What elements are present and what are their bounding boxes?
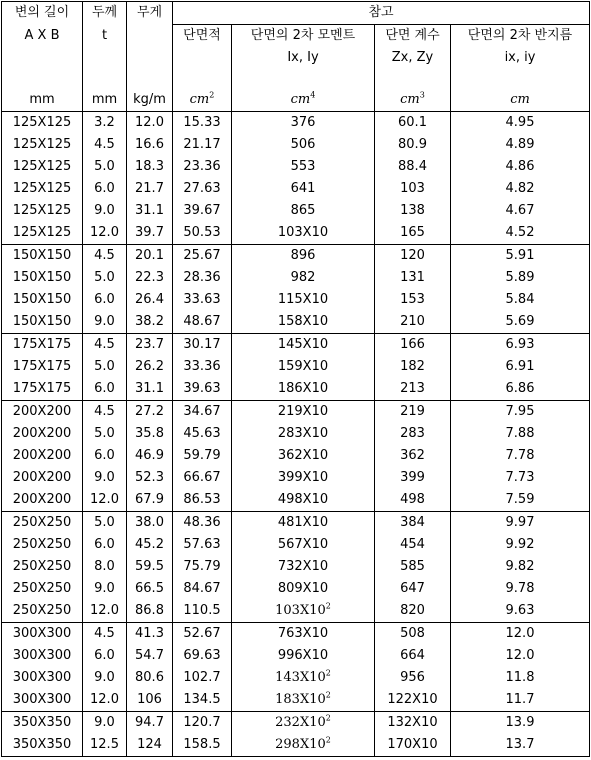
cell-size: 150X150 xyxy=(2,289,83,311)
header-thickness: 두께 xyxy=(83,2,127,25)
cell-weight: 31.1 xyxy=(127,378,173,401)
cell-area: 52.67 xyxy=(173,623,232,646)
cell-modulus: 399 xyxy=(375,467,451,489)
cell-modulus: 956 xyxy=(375,667,451,689)
cell-radius: 7.78 xyxy=(451,445,590,467)
cell-thickness: 12.5 xyxy=(83,734,127,757)
cell-thickness: 9.0 xyxy=(83,467,127,489)
header-modulus: 단면 계수 xyxy=(375,25,451,48)
cell-thickness: 4.5 xyxy=(83,134,127,156)
unit-weight: kg/m xyxy=(127,89,173,112)
cell-size: 300X300 xyxy=(2,623,83,646)
cell-thickness: 8.0 xyxy=(83,556,127,578)
header-thickness-sub: t xyxy=(83,25,127,48)
cell-modulus: 170X10 xyxy=(375,734,451,757)
cell-size: 150X150 xyxy=(2,311,83,334)
cell-modulus: 213 xyxy=(375,378,451,401)
cell-radius: 7.59 xyxy=(451,489,590,512)
table-row xyxy=(2,556,590,578)
cell-area: 66.67 xyxy=(173,467,232,489)
cell-thickness: 9.0 xyxy=(83,200,127,222)
cell-size: 175X175 xyxy=(2,334,83,357)
cell-size: 200X200 xyxy=(2,467,83,489)
cell-moment: 506 xyxy=(232,134,375,156)
header-reference: 참고 xyxy=(173,2,590,25)
table-row xyxy=(2,112,590,135)
header-radius-sub: ix, iy xyxy=(451,47,590,69)
cell-thickness: 5.0 xyxy=(83,267,127,289)
steel-section-table xyxy=(1,1,590,757)
cell-radius: 4.95 xyxy=(451,112,590,135)
cell-area: 57.63 xyxy=(173,534,232,556)
cell-area: 134.5 xyxy=(173,689,232,712)
cell-radius: 6.91 xyxy=(451,356,590,378)
cell-radius: 4.52 xyxy=(451,222,590,245)
cell-size: 200X200 xyxy=(2,445,83,467)
cell-modulus: 585 xyxy=(375,556,451,578)
cell-radius: 5.84 xyxy=(451,289,590,311)
cell-modulus: 122X10 xyxy=(375,689,451,712)
cell-area: 102.7 xyxy=(173,667,232,689)
cell-moment: 732X10 xyxy=(232,556,375,578)
cell-radius: 12.0 xyxy=(451,645,590,667)
cell-thickness: 5.0 xyxy=(83,423,127,445)
cell-moment: 553 xyxy=(232,156,375,178)
cell-size: 175X175 xyxy=(2,378,83,401)
cell-moment: $103X10^2$ xyxy=(232,600,375,623)
cell-modulus: 132X10 xyxy=(375,712,451,735)
unit-radius: cm xyxy=(451,89,590,112)
cell-size: 125X125 xyxy=(2,134,83,156)
cell-radius: 6.86 xyxy=(451,378,590,401)
table-row xyxy=(2,334,590,357)
cell-size: 175X175 xyxy=(2,356,83,378)
cell-size: 125X125 xyxy=(2,112,83,135)
cell-size: 300X300 xyxy=(2,645,83,667)
cell-moment: $298X10^2$ xyxy=(232,734,375,757)
cell-modulus: 664 xyxy=(375,645,451,667)
header-weight: 무게 xyxy=(127,2,173,25)
cell-radius: 9.82 xyxy=(451,556,590,578)
cell-area: 34.67 xyxy=(173,401,232,424)
table-row xyxy=(2,378,590,401)
cell-area: 48.67 xyxy=(173,311,232,334)
cell-radius: 11.7 xyxy=(451,689,590,712)
cell-weight: 31.1 xyxy=(127,200,173,222)
header-moment: 단면의 2차 모멘트 xyxy=(232,25,375,48)
cell-area: 110.5 xyxy=(173,600,232,623)
cell-area: 69.63 xyxy=(173,645,232,667)
cell-moment: 103X10 xyxy=(232,222,375,245)
cell-thickness: 5.0 xyxy=(83,512,127,535)
cell-radius: 9.97 xyxy=(451,512,590,535)
cell-area: 86.53 xyxy=(173,489,232,512)
cell-modulus: 138 xyxy=(375,200,451,222)
table-row xyxy=(2,200,590,222)
cell-radius: 13.7 xyxy=(451,734,590,757)
cell-moment: 186X10 xyxy=(232,378,375,401)
cell-weight: 106 xyxy=(127,689,173,712)
cell-weight: 45.2 xyxy=(127,534,173,556)
cell-moment: 996X10 xyxy=(232,645,375,667)
table-row xyxy=(2,178,590,200)
table-row xyxy=(2,512,590,535)
cell-modulus: 153 xyxy=(375,289,451,311)
cell-radius: 9.92 xyxy=(451,534,590,556)
table-row xyxy=(2,645,590,667)
cell-weight: 12.0 xyxy=(127,112,173,135)
unit-area: $cm^2$ xyxy=(173,89,232,112)
table-row xyxy=(2,311,590,334)
cell-size: 150X150 xyxy=(2,267,83,289)
cell-size: 350X350 xyxy=(2,712,83,735)
cell-moment: 159X10 xyxy=(232,356,375,378)
table-row xyxy=(2,423,590,445)
cell-size: 125X125 xyxy=(2,222,83,245)
cell-modulus: 219 xyxy=(375,401,451,424)
cell-moment: 865 xyxy=(232,200,375,222)
cell-thickness: 4.5 xyxy=(83,334,127,357)
cell-area: 84.67 xyxy=(173,578,232,600)
header-size-sub: A X B xyxy=(2,25,83,48)
cell-moment: 399X10 xyxy=(232,467,375,489)
cell-weight: 26.4 xyxy=(127,289,173,311)
cell-weight: 54.7 xyxy=(127,645,173,667)
cell-weight: 16.6 xyxy=(127,134,173,156)
cell-radius: 5.69 xyxy=(451,311,590,334)
table-row xyxy=(2,467,590,489)
header-radius: 단면의 2차 반지름 xyxy=(451,25,590,48)
table-row xyxy=(2,401,590,424)
cell-radius: 6.93 xyxy=(451,334,590,357)
cell-radius: 4.86 xyxy=(451,156,590,178)
cell-radius: 4.67 xyxy=(451,200,590,222)
cell-radius: 7.95 xyxy=(451,401,590,424)
cell-moment: 219X10 xyxy=(232,401,375,424)
cell-thickness: 4.5 xyxy=(83,245,127,268)
cell-modulus: 384 xyxy=(375,512,451,535)
table-row xyxy=(2,600,590,623)
table-row xyxy=(2,245,590,268)
cell-weight: 22.3 xyxy=(127,267,173,289)
cell-modulus: 362 xyxy=(375,445,451,467)
cell-thickness: 9.0 xyxy=(83,578,127,600)
cell-area: 30.17 xyxy=(173,334,232,357)
cell-thickness: 6.0 xyxy=(83,178,127,200)
cell-thickness: 5.0 xyxy=(83,356,127,378)
cell-size: 200X200 xyxy=(2,423,83,445)
cell-modulus: 165 xyxy=(375,222,451,245)
cell-area: 75.79 xyxy=(173,556,232,578)
cell-weight: 23.7 xyxy=(127,334,173,357)
cell-modulus: 647 xyxy=(375,578,451,600)
cell-moment: 283X10 xyxy=(232,423,375,445)
cell-moment: $232X10^2$ xyxy=(232,712,375,735)
cell-weight: 52.3 xyxy=(127,467,173,489)
cell-thickness: 12.0 xyxy=(83,222,127,245)
header-modulus-sub: Zx, Zy xyxy=(375,47,451,69)
table-row xyxy=(2,578,590,600)
table-row xyxy=(2,134,590,156)
cell-modulus: 88.4 xyxy=(375,156,451,178)
cell-thickness: 12.0 xyxy=(83,600,127,623)
cell-weight: 20.1 xyxy=(127,245,173,268)
cell-weight: 59.5 xyxy=(127,556,173,578)
table-row xyxy=(2,222,590,245)
cell-radius: 4.89 xyxy=(451,134,590,156)
cell-weight: 46.9 xyxy=(127,445,173,467)
header-size: 변의 길이 xyxy=(2,2,83,25)
cell-weight: 26.2 xyxy=(127,356,173,378)
cell-area: 39.67 xyxy=(173,200,232,222)
cell-weight: 67.9 xyxy=(127,489,173,512)
table-row xyxy=(2,445,590,467)
cell-area: 23.36 xyxy=(173,156,232,178)
cell-moment: 145X10 xyxy=(232,334,375,357)
cell-weight: 124 xyxy=(127,734,173,757)
cell-radius: 9.78 xyxy=(451,578,590,600)
table-header xyxy=(2,2,590,112)
cell-modulus: 182 xyxy=(375,356,451,378)
cell-modulus: 166 xyxy=(375,334,451,357)
cell-modulus: 508 xyxy=(375,623,451,646)
cell-size: 125X125 xyxy=(2,156,83,178)
cell-size: 200X200 xyxy=(2,401,83,424)
cell-area: 48.36 xyxy=(173,512,232,535)
cell-weight: 80.6 xyxy=(127,667,173,689)
cell-thickness: 4.5 xyxy=(83,623,127,646)
cell-thickness: 6.0 xyxy=(83,289,127,311)
cell-moment: 481X10 xyxy=(232,512,375,535)
cell-size: 250X250 xyxy=(2,600,83,623)
cell-size: 250X250 xyxy=(2,534,83,556)
table-row xyxy=(2,623,590,646)
cell-modulus: 120 xyxy=(375,245,451,268)
cell-area: 28.36 xyxy=(173,267,232,289)
cell-moment: 809X10 xyxy=(232,578,375,600)
cell-area: 21.17 xyxy=(173,134,232,156)
cell-thickness: 12.0 xyxy=(83,489,127,512)
cell-modulus: 60.1 xyxy=(375,112,451,135)
cell-radius: 4.82 xyxy=(451,178,590,200)
table-row xyxy=(2,267,590,289)
unit-size: mm xyxy=(2,89,83,112)
cell-radius: 7.73 xyxy=(451,467,590,489)
unit-modulus: $cm^3$ xyxy=(375,89,451,112)
cell-modulus: 103 xyxy=(375,178,451,200)
cell-weight: 86.8 xyxy=(127,600,173,623)
cell-area: 33.36 xyxy=(173,356,232,378)
cell-moment: 567X10 xyxy=(232,534,375,556)
cell-radius: 13.9 xyxy=(451,712,590,735)
cell-size: 200X200 xyxy=(2,489,83,512)
cell-modulus: 820 xyxy=(375,600,451,623)
cell-size: 300X300 xyxy=(2,689,83,712)
cell-thickness: 12.0 xyxy=(83,689,127,712)
cell-area: 15.33 xyxy=(173,112,232,135)
cell-moment: $143X10^2$ xyxy=(232,667,375,689)
cell-weight: 18.3 xyxy=(127,156,173,178)
cell-moment: 115X10 xyxy=(232,289,375,311)
cell-weight: 21.7 xyxy=(127,178,173,200)
cell-moment: 982 xyxy=(232,267,375,289)
unit-thickness: mm xyxy=(83,89,127,112)
cell-weight: 41.3 xyxy=(127,623,173,646)
table-row xyxy=(2,289,590,311)
cell-size: 300X300 xyxy=(2,667,83,689)
cell-weight: 39.7 xyxy=(127,222,173,245)
cell-thickness: 5.0 xyxy=(83,156,127,178)
cell-area: 45.63 xyxy=(173,423,232,445)
cell-area: 39.63 xyxy=(173,378,232,401)
cell-area: 25.67 xyxy=(173,245,232,268)
cell-weight: 27.2 xyxy=(127,401,173,424)
header-area: 단면적 xyxy=(173,25,232,48)
table-row xyxy=(2,689,590,712)
cell-thickness: 6.0 xyxy=(83,378,127,401)
cell-thickness: 9.0 xyxy=(83,667,127,689)
cell-moment: 362X10 xyxy=(232,445,375,467)
table-body xyxy=(2,112,590,757)
cell-moment: 641 xyxy=(232,178,375,200)
table-row xyxy=(2,734,590,757)
cell-modulus: 283 xyxy=(375,423,451,445)
cell-modulus: 454 xyxy=(375,534,451,556)
cell-weight: 66.5 xyxy=(127,578,173,600)
cell-weight: 38.2 xyxy=(127,311,173,334)
cell-size: 250X250 xyxy=(2,556,83,578)
cell-size: 250X250 xyxy=(2,512,83,535)
header-moment-sub: Ix, Iy xyxy=(232,47,375,69)
table-row xyxy=(2,489,590,512)
cell-radius: 12.0 xyxy=(451,623,590,646)
cell-moment: 498X10 xyxy=(232,489,375,512)
cell-modulus: 80.9 xyxy=(375,134,451,156)
cell-modulus: 498 xyxy=(375,489,451,512)
cell-moment: 896 xyxy=(232,245,375,268)
cell-weight: 94.7 xyxy=(127,712,173,735)
cell-modulus: 131 xyxy=(375,267,451,289)
unit-moment: $cm^4$ xyxy=(232,89,375,112)
cell-area: 27.63 xyxy=(173,178,232,200)
table-row xyxy=(2,712,590,735)
cell-area: 59.79 xyxy=(173,445,232,467)
cell-moment: 763X10 xyxy=(232,623,375,646)
cell-size: 350X350 xyxy=(2,734,83,757)
cell-weight: 35.8 xyxy=(127,423,173,445)
cell-thickness: 6.0 xyxy=(83,534,127,556)
table-row xyxy=(2,156,590,178)
cell-thickness: 3.2 xyxy=(83,112,127,135)
cell-radius: 11.8 xyxy=(451,667,590,689)
cell-size: 150X150 xyxy=(2,245,83,268)
cell-radius: 5.89 xyxy=(451,267,590,289)
cell-thickness: 6.0 xyxy=(83,445,127,467)
cell-moment: $183X10^2$ xyxy=(232,689,375,712)
cell-thickness: 9.0 xyxy=(83,712,127,735)
cell-moment: 376 xyxy=(232,112,375,135)
cell-area: 120.7 xyxy=(173,712,232,735)
table-row xyxy=(2,534,590,556)
cell-size: 125X125 xyxy=(2,178,83,200)
cell-area: 33.63 xyxy=(173,289,232,311)
cell-modulus: 210 xyxy=(375,311,451,334)
cell-weight: 38.0 xyxy=(127,512,173,535)
table-row xyxy=(2,667,590,689)
cell-area: 50.53 xyxy=(173,222,232,245)
cell-radius: 7.88 xyxy=(451,423,590,445)
cell-thickness: 9.0 xyxy=(83,311,127,334)
table-row xyxy=(2,356,590,378)
cell-thickness: 6.0 xyxy=(83,645,127,667)
cell-size: 125X125 xyxy=(2,200,83,222)
cell-size: 250X250 xyxy=(2,578,83,600)
cell-thickness: 4.5 xyxy=(83,401,127,424)
cell-moment: 158X10 xyxy=(232,311,375,334)
cell-area: 158.5 xyxy=(173,734,232,757)
cell-radius: 5.91 xyxy=(451,245,590,268)
cell-radius: 9.63 xyxy=(451,600,590,623)
